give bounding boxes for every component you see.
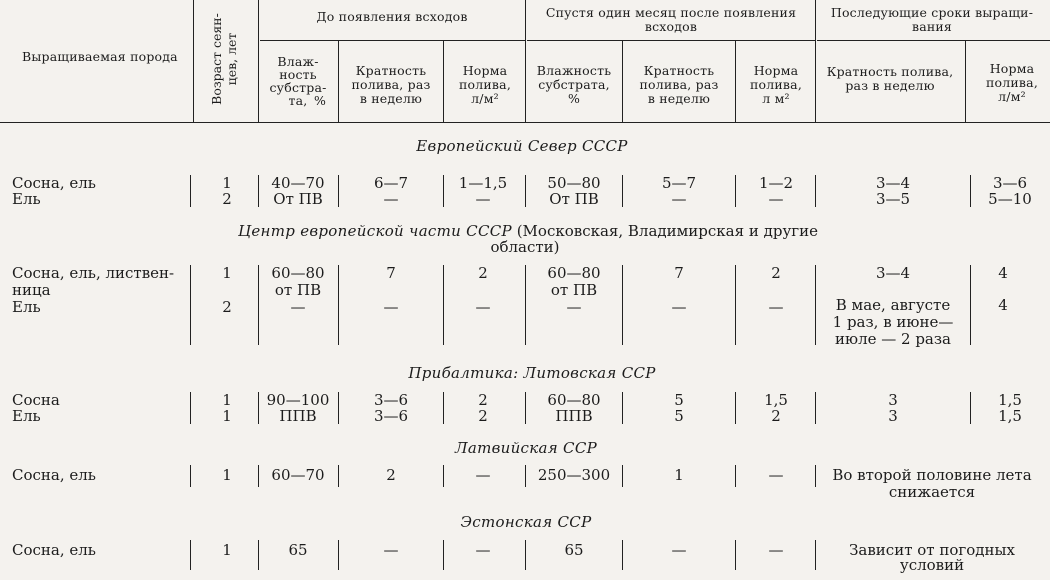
header-humidity: Влаж- xyxy=(277,54,319,69)
column-separator xyxy=(443,392,444,424)
column-separator xyxy=(970,175,971,207)
section-title: Латвийская ССР xyxy=(455,439,597,457)
column-separator xyxy=(622,465,623,487)
column-separator xyxy=(735,265,736,345)
group-underline-3 xyxy=(817,40,1050,41)
header-divider xyxy=(965,40,966,122)
section-title: Центр европейской части СССР (Московская, Владимирская и другие xyxy=(237,222,819,240)
column-separator xyxy=(258,540,259,570)
column-separator xyxy=(815,540,816,570)
header-divider xyxy=(735,40,736,122)
header-group-later-l1: Последующие сроки выращи- xyxy=(830,5,1034,20)
column-separator xyxy=(622,265,623,345)
column-separator xyxy=(190,540,191,570)
column-separator xyxy=(525,265,526,345)
header-divider xyxy=(193,0,194,122)
column-separator xyxy=(258,175,259,207)
column-separator xyxy=(970,265,971,345)
column-separator xyxy=(443,265,444,345)
header-divider xyxy=(622,40,623,122)
header-norm: Норма xyxy=(462,63,508,78)
header-group-month-l2: всходов xyxy=(644,19,698,34)
section-title: Эстонская ССР xyxy=(460,513,592,531)
column-separator xyxy=(815,392,816,424)
header-frequency-3: Кратность полива, xyxy=(826,64,954,79)
header-divider xyxy=(258,0,259,122)
header-humidity-2: Влажность xyxy=(536,63,612,78)
column-separator xyxy=(338,175,339,207)
header-norm-2: Норма xyxy=(753,63,799,78)
column-separator xyxy=(735,540,736,570)
column-separator xyxy=(815,265,816,345)
column-separator xyxy=(970,392,971,424)
column-separator xyxy=(735,392,736,424)
column-separator xyxy=(258,265,259,345)
column-separator xyxy=(190,265,191,345)
column-separator xyxy=(525,392,526,424)
column-separator xyxy=(525,175,526,207)
column-separator xyxy=(258,392,259,424)
column-separator xyxy=(735,465,736,487)
column-separator xyxy=(525,540,526,570)
header-breed: Выращиваемая порода xyxy=(22,49,178,64)
header-group-month-l1: Спустя один месяц после появления xyxy=(545,5,797,20)
column-separator xyxy=(443,465,444,487)
header-norm-3: Норма xyxy=(989,61,1035,76)
column-separator xyxy=(735,175,736,207)
column-separator xyxy=(622,392,623,424)
header-bottom-rule xyxy=(0,122,1050,123)
column-separator xyxy=(190,465,191,487)
header-divider xyxy=(815,0,816,122)
column-separator xyxy=(815,465,816,487)
header-divider xyxy=(525,0,526,122)
column-separator xyxy=(338,465,339,487)
header-frequency: Кратность xyxy=(355,63,427,78)
column-separator xyxy=(525,465,526,487)
section-title: Прибалтика: Литовская ССР xyxy=(408,364,656,382)
column-separator xyxy=(443,540,444,570)
column-separator xyxy=(622,540,623,570)
column-separator xyxy=(622,175,623,207)
header-group-before: До появления всходов xyxy=(316,9,468,24)
header-age: Возраст сеян- цев, лет xyxy=(209,13,239,105)
group-underline-1 xyxy=(260,40,525,41)
column-separator xyxy=(443,175,444,207)
column-separator xyxy=(338,392,339,424)
header-group-later-l2: вания xyxy=(911,19,953,34)
group-underline-2 xyxy=(527,40,815,41)
header-divider xyxy=(338,40,339,122)
header-frequency-2: Кратность xyxy=(643,63,715,78)
column-separator xyxy=(815,175,816,207)
column-separator xyxy=(258,465,259,487)
column-separator xyxy=(338,265,339,345)
column-separator xyxy=(190,175,191,207)
column-separator xyxy=(338,540,339,570)
column-separator xyxy=(190,392,191,424)
section-title: Европейский Север СССР xyxy=(416,137,628,155)
header-divider xyxy=(443,40,444,122)
